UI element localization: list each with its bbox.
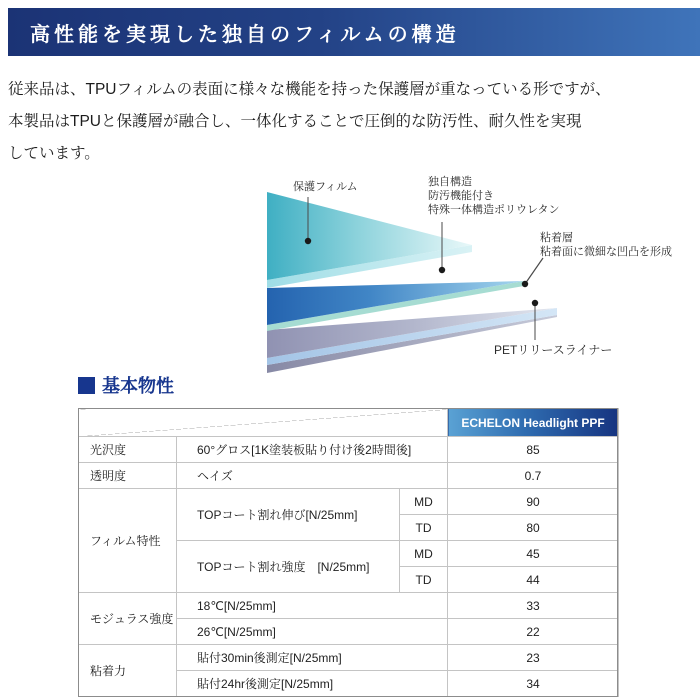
direction-cell: TD	[400, 515, 448, 541]
test-condition-cell: 18℃[N/25mm]	[177, 593, 448, 619]
test-condition-cell: 貼付24hr後測定[N/25mm]	[177, 671, 448, 697]
value-cell: 0.7	[448, 463, 619, 489]
table-row	[79, 437, 619, 463]
property-name-cell: 粘着力	[79, 645, 177, 697]
value-cell: 90	[448, 489, 619, 515]
direction-cell: MD	[400, 489, 448, 515]
value-cell: 22	[448, 619, 619, 645]
label-adhesive-layer	[540, 231, 672, 259]
label-adhesive-line2: 粘着面に微細な凹凸を形成	[540, 246, 672, 258]
table-row	[79, 645, 619, 671]
label-pet-release-liner: PETリリースライナー	[494, 343, 613, 357]
label-unique-structure	[428, 175, 560, 217]
table-header-product-cell: ECHELON Headlight PPF	[448, 409, 619, 437]
property-name-cell: モジュラス強度	[79, 593, 177, 645]
property-name-cell: フィルム特性	[79, 489, 177, 593]
value-cell: 23	[448, 645, 619, 671]
test-condition-cell: TOPコート割れ強度 [N/25mm]	[177, 541, 400, 593]
section-title-text: 基本物性	[102, 376, 174, 396]
table-header-row	[79, 409, 619, 437]
test-condition-cell: ヘイズ	[177, 463, 448, 489]
intro-line-3: しています。	[8, 145, 100, 162]
value-cell: 34	[448, 671, 619, 697]
leader-dot-pet-liner	[532, 300, 538, 306]
intro-line-2: 本製品はTPUと保護層が融合し、一体化することで圧倒的な防汚性、耐久性を実現	[8, 113, 582, 130]
value-cell: 85	[448, 437, 619, 463]
label-adhesive-line1: 粘着層	[540, 232, 573, 244]
label-unique-structure-line3: 特殊一体構造ポリウレタン	[428, 204, 560, 216]
section-title-basic-properties	[78, 372, 174, 398]
property-name-cell: 透明度	[79, 463, 177, 489]
intro-paragraph	[8, 74, 696, 170]
label-protective-film: 保護フィルム	[293, 181, 358, 193]
label-unique-structure-line2: 防汚機能付き	[428, 190, 494, 202]
property-name-cell: 光沢度	[79, 437, 177, 463]
table-header-diagonal-cell	[79, 409, 448, 437]
direction-cell: MD	[400, 541, 448, 567]
test-condition-cell: TOPコート割れ伸び[N/25mm]	[177, 489, 400, 541]
leader-dot-unique-structure	[439, 267, 445, 273]
leader-dot-protective-film	[305, 238, 311, 244]
table-row	[79, 463, 619, 489]
test-condition-cell: 26℃[N/25mm]	[177, 619, 448, 645]
table-row	[79, 593, 619, 619]
value-cell: 44	[448, 567, 619, 593]
test-condition-cell: 60°グロス[1K塗装板貼り付け後2時間後]	[177, 437, 448, 463]
direction-cell: TD	[400, 567, 448, 593]
basic-properties-table	[78, 408, 619, 697]
page-title: 高性能を実現した独自のフィルムの構造	[8, 8, 700, 56]
film-structure-diagram	[230, 170, 690, 375]
value-cell: 33	[448, 593, 619, 619]
value-cell: 80	[448, 515, 619, 541]
leader-line-adhesive	[525, 258, 543, 284]
section-square-marker-icon	[78, 377, 95, 394]
intro-line-1: 従来品は、TPUフィルムの表面に様々な機能を持った保護層が重なっている形ですが、	[8, 81, 611, 98]
value-cell: 45	[448, 541, 619, 567]
leader-dot-adhesive	[522, 281, 528, 287]
table-row	[79, 489, 619, 515]
test-condition-cell: 貼付30min後測定[N/25mm]	[177, 645, 448, 671]
label-unique-structure-line1: 独自構造	[428, 176, 472, 188]
